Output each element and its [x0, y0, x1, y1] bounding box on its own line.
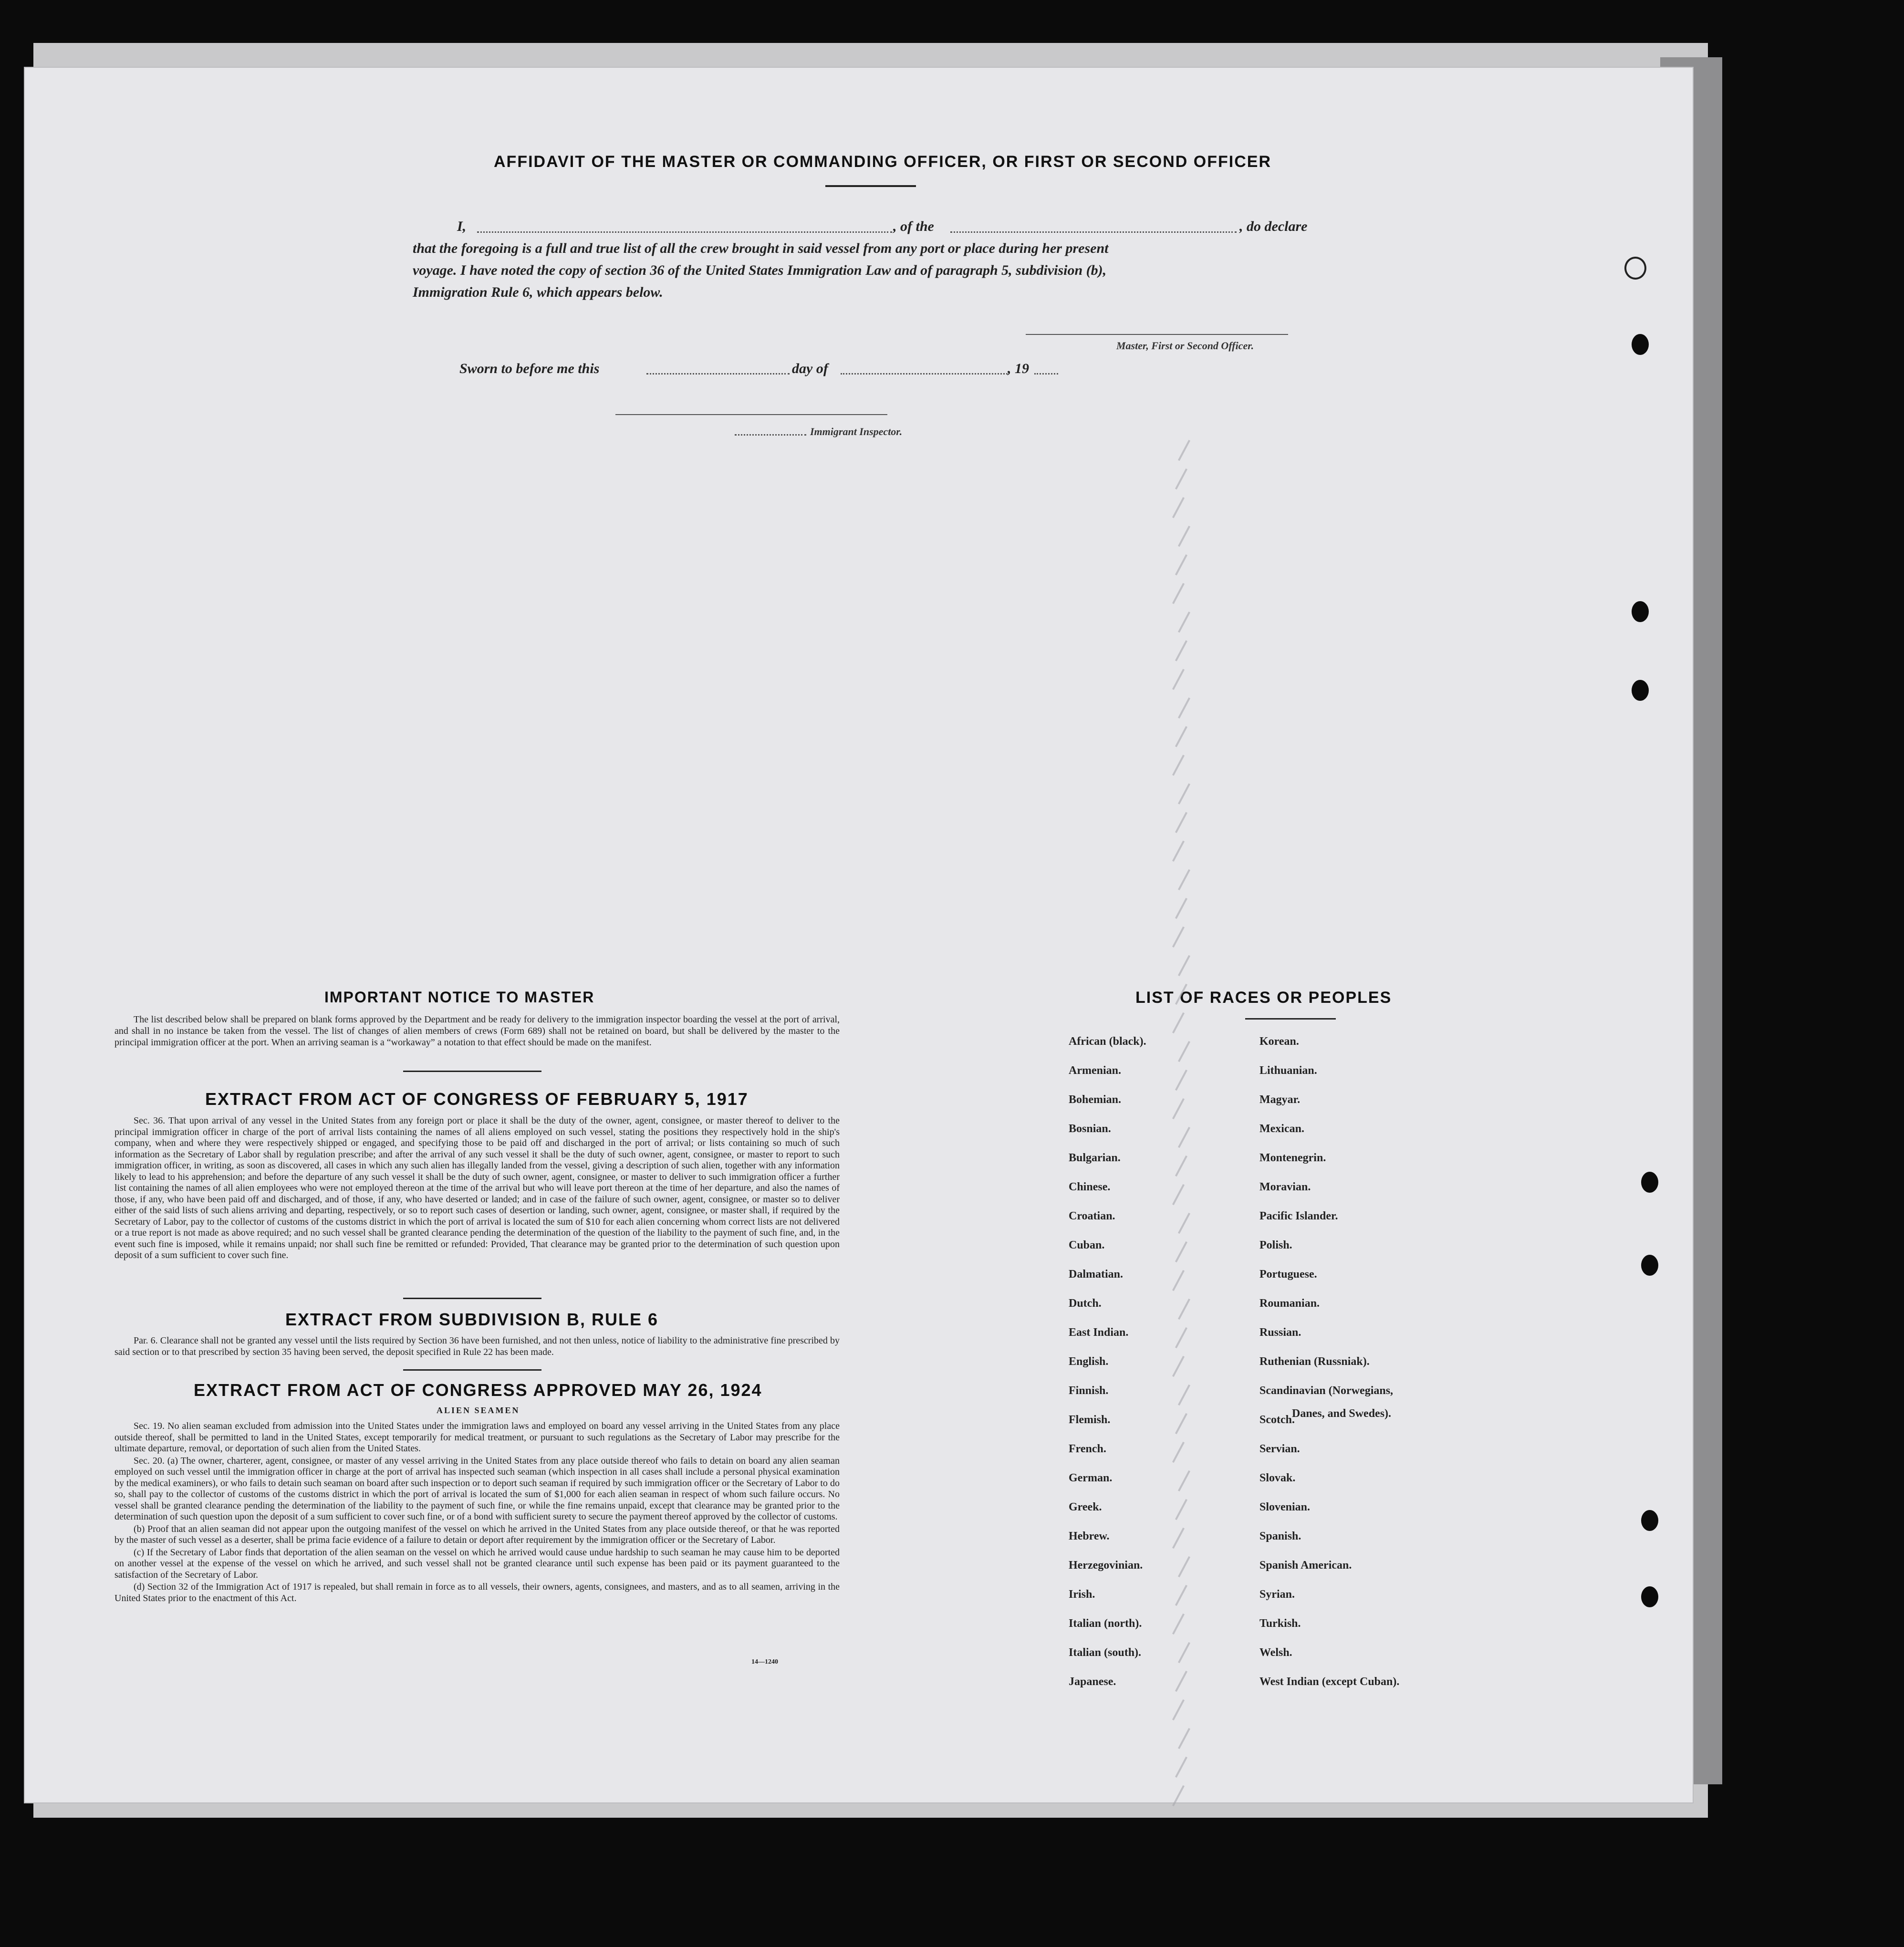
master-signature-line[interactable]: [1026, 334, 1288, 335]
inspector-label: Immigrant Inspector.: [810, 426, 903, 437]
faint-slash-mark: [1175, 640, 1187, 661]
race-item: West Indian (except Cuban).: [1259, 1676, 1400, 1688]
race-item: Korean.: [1259, 1035, 1299, 1048]
race-item: Hebrew.: [1069, 1530, 1110, 1542]
faint-slash-mark: [1178, 1556, 1190, 1577]
sworn-text: Sworn to before me this: [459, 361, 600, 376]
races-title: LIST OF RACES OR PEOPLES: [1135, 989, 1392, 1007]
race-item: Russian.: [1259, 1326, 1301, 1339]
race-item: Moravian.: [1259, 1181, 1311, 1193]
inspector-signature-line[interactable]: [615, 414, 887, 415]
race-item: Japanese.: [1069, 1676, 1116, 1688]
faint-slash-mark: [1178, 869, 1190, 890]
faint-slash-mark: [1175, 1070, 1187, 1091]
race-item: Polish.: [1259, 1239, 1292, 1251]
affidavit-line4: Immigration Rule 6, which appears below.: [413, 284, 663, 300]
faint-slash-mark: [1175, 469, 1187, 489]
extract-1917-title: EXTRACT FROM ACT OF CONGRESS OF FEBRUARY 5, 1917: [205, 1089, 749, 1109]
race-item: Finnish.: [1069, 1385, 1109, 1397]
race-item: Greek.: [1069, 1501, 1102, 1513]
race-item: Roumanian.: [1259, 1297, 1320, 1310]
sworn-day-blank[interactable]: [646, 373, 790, 375]
punch-hole: [1632, 334, 1649, 355]
faint-slash-mark: [1178, 1642, 1190, 1663]
extract-1924-subtitle: ALIEN SEAMEN: [437, 1406, 520, 1415]
extract-1917-rule: [403, 1298, 541, 1299]
faint-slash-mark: [1172, 1528, 1185, 1549]
faint-slash-mark: [1172, 497, 1185, 518]
affidavit-title: AFFIDAVIT OF THE MASTER OR COMMANDING OFFICER, OR FIRST OR SECOND OFFICER: [494, 153, 1271, 171]
race-item: Irish.: [1069, 1588, 1095, 1601]
race-item: Herzegovinian.: [1069, 1559, 1143, 1572]
faint-slash-mark: [1178, 1470, 1190, 1491]
faint-slash-mark: [1175, 1413, 1187, 1434]
race-item: Mexican.: [1259, 1123, 1304, 1135]
faint-slash-mark: [1178, 612, 1190, 633]
faint-slash-mark: [1178, 955, 1190, 976]
race-item: Scotch.: [1259, 1414, 1295, 1426]
faint-slash-mark: [1175, 898, 1187, 919]
sworn-year: , 19: [1008, 361, 1029, 376]
race-item: Scandinavian (Norwegians,: [1259, 1385, 1394, 1397]
faint-slash-mark: [1175, 554, 1187, 575]
sworn-day-of: day of: [792, 361, 828, 376]
faint-slash-mark: [1175, 1156, 1187, 1177]
punch-hole: [1641, 1586, 1658, 1607]
race-item: French.: [1069, 1443, 1106, 1455]
race-item: Bohemian.: [1069, 1093, 1122, 1106]
sec-20b: (b) Proof that an alien seaman did not appear upon the outgoing manifest of the vessel on which he arrived in the United States from any place outside thereof, or that he was reported by the master of such vessel as a deserter, shall be prima facie evidence of a failure to detain or deport after requirement by the immigration officer or the Secretary of Labor.: [114, 1523, 840, 1545]
sworn-year-blank[interactable]: [1034, 373, 1058, 375]
extract-1924-title: EXTRACT FROM ACT OF CONGRESS APPROVED MAY 26, 1924: [194, 1380, 762, 1400]
punch-hole: [1641, 1255, 1658, 1276]
race-item: Spanish American.: [1259, 1559, 1352, 1572]
extract-1917-text: Sec. 36. That upon arrival of any vessel in the United States from any foreign port or place it shall be the duty of the owner, agent, consignee, or master thereof to deliver to the principal immigration officer in charge of the port of arrival lists containing the names of all aliens employed on such vessel, stating the positions they respectively hold in the ship's company, when and where they were respectively shipped or engaged, and specifying those to be paid off and discharged in the port of arrival; or lists containing so much of such information as the Secretary of Labor shall by regulation prescribe; and after the arrival of any such vessel it shall be the duty of such owner, agent, consignee, or master to report to such immigration officer, in writing, as soon as discovered, all cases in which any such alien has illegally landed from the vessel, giving a description of such alien, together with any information likely to lead to his apprehension; and before the departure of any such vessel it shall be the duty of such owner, agent, consignee, or master to deliver to such immigration officer a further list containing the names of all alien employees who were not employed thereon at the time of the arrival but who will leave port thereon at the time of her departure, and also the names of those, if any, who have been paid off and discharged, and of those, if any, who have deserted or landed; and in case of the failure of such owner, agent, consignee, or master so to deliver either of the said lists of such aliens arriving and departing, respectively, or so to report such cases of desertion or landing, such owner, agent, consignee, or master shall, if required by the Secretary of Labor, pay to the collector of customs of the customs district in which the port of arrival is located the sum of $10 for each alien concerning whom correct lists are not delivered or a true report is not made as above required; and no such vessel shall be granted clearance pending the determination of the question of the liability to the payment of such fine, and, in the event such fine is imposed, while it remains unpaid; nor shall such fine be remitted or refunded: Provided, That clearance may be granted prior to the determination of such question upon deposit of a sum sufficient to cover such fine.: [114, 1115, 840, 1260]
race-item: Italian (south).: [1069, 1646, 1142, 1659]
faint-slash-mark: [1175, 1327, 1187, 1348]
race-item: Flemish.: [1069, 1414, 1111, 1426]
faint-slash-mark: [1178, 1728, 1190, 1749]
faint-slash-mark: [1172, 1012, 1185, 1033]
race-item: East Indian.: [1069, 1326, 1129, 1339]
race-item: Armenian.: [1069, 1064, 1121, 1077]
race-item: Slovenian.: [1259, 1501, 1311, 1513]
extract-rule6-rule: [403, 1369, 541, 1371]
punch-hole: [1641, 1172, 1658, 1193]
faint-slash-mark: [1178, 440, 1190, 461]
race-item: Magyar.: [1259, 1093, 1301, 1106]
faint-slash-mark: [1178, 1041, 1190, 1062]
faint-slash-mark: [1172, 1699, 1185, 1720]
race-item: Welsh.: [1259, 1646, 1292, 1659]
faint-slash-mark: [1178, 1127, 1190, 1148]
faint-slash-mark: [1175, 1241, 1187, 1262]
faint-slash-mark: [1172, 1614, 1185, 1635]
race-item: Pacific Islander.: [1259, 1210, 1338, 1222]
faint-slash-mark: [1172, 583, 1185, 604]
faint-slash-mark: [1172, 841, 1185, 862]
faint-slash-mark: [1175, 812, 1187, 833]
name-blank[interactable]: [477, 231, 892, 233]
notice-rule: [403, 1071, 541, 1072]
faint-slash-mark: [1178, 783, 1190, 804]
race-item: Portuguese.: [1259, 1268, 1317, 1281]
punch-hole: [1632, 601, 1649, 622]
race-item: Spanish.: [1259, 1530, 1301, 1542]
punch-hole: [1632, 680, 1649, 701]
affidavit-i: I,: [457, 219, 467, 234]
race-item: Chinese.: [1069, 1181, 1111, 1193]
race-item: Slovak.: [1259, 1472, 1296, 1484]
faint-slash-mark: [1178, 1299, 1190, 1320]
punch-hole: [1624, 257, 1646, 280]
sec-20d: (d) Section 32 of the Immigration Act of 1917 is repealed, but shall remain in force as to all vessels, their owners, agents, consignees, and masters, and as to all seamen, arriving in the United States prior to the enactment of this Act.: [114, 1582, 840, 1603]
faint-slash-mark: [1175, 1671, 1187, 1692]
faint-slash-mark: [1172, 1442, 1185, 1463]
inspector-dots: [735, 434, 806, 436]
faint-slash-mark: [1172, 1098, 1185, 1119]
punch-hole: [1641, 1510, 1658, 1531]
faint-slash-mark: [1178, 698, 1190, 718]
faint-slash-mark: [1175, 726, 1187, 747]
sec-20a: Sec. 20. (a) The owner, charterer, agent, consignee, or master of any vessel arriving in the United States from any place outside thereof who fails to detain on board any alien seaman employed on such vessel until the immigration officer in charge at the port of arrival has inspected such seaman (which inspection in all cases shall include a personal physical examination by the medical examiners), or who fails to detain such seaman on board after such inspection or to deport such seaman if required by such immigration officer or the Secretary of Labor to do so, shall pay to the collector of customs of the customs district in which the port of arrival is located the sum of $1,000 for each alien seaman in respect of whom such failure occurs. No vessel shall be granted clearance pending the determination of the liability to the payment of such fine, or while the fine remains unpaid, except that clearance may be granted prior to the determination of such question upon the deposit of a sum sufficient to cover such fine, or of a bond with sufficient surety to secure the payment thereof approved by the collector of customs.: [114, 1455, 840, 1522]
sec-20c: (c) If the Secretary of Labor finds that deportation of the alien seaman on the vessel on which he arrived would cause undue hardship to such seaman he may cause him to be deported on another vessel at the expense of the vessel on which he arrived, and such vessel shall not be granted clearance until such expense has been paid or its payment guaranteed to the satisfaction of the Secretary of Labor.: [114, 1547, 840, 1580]
affidavit-line2: that the foregoing is a full and true list of all the crew brought in said vessel from any port or place during her present: [413, 240, 1109, 256]
race-item: Syrian.: [1259, 1588, 1295, 1601]
affidavit-do-declare: , do declare: [1239, 219, 1308, 234]
race-item: Ruthenian (Russniak).: [1259, 1355, 1370, 1368]
form-number: 14—1240: [751, 1658, 778, 1666]
notice-title: IMPORTANT NOTICE TO MASTER: [324, 989, 595, 1006]
faint-slash-mark: [1175, 1757, 1187, 1778]
race-item: Servian.: [1259, 1443, 1300, 1455]
race-item: Turkish.: [1259, 1617, 1301, 1630]
faint-slash-mark: [1178, 526, 1190, 547]
master-signature-label: Master, First or Second Officer.: [1116, 340, 1254, 352]
sworn-month-blank[interactable]: [841, 373, 1008, 375]
race-item: Montenegrin.: [1259, 1152, 1326, 1164]
faint-slash-mark: [1175, 1585, 1187, 1606]
notice-text: The list described below shall be prepared on blank forms approved by the Department and be ready for delivery to the immigration inspector boarding the vessel at the port of arrival, and shall in no instance be taken from the vessel. The list of changes of alien members of crews (Form 689) shall not be retained on board, but shall be delivered by the master to the principal immigration officer at the port. When an arriving seaman is a “workaway” a notation to that effect should be made on the manifest.: [114, 1014, 840, 1048]
race-item: Bulgarian.: [1069, 1152, 1121, 1164]
faint-slash-mark: [1172, 1184, 1185, 1205]
faint-slash-mark: [1172, 669, 1185, 690]
title-rule: [825, 185, 916, 187]
race-item: Italian (north).: [1069, 1617, 1142, 1630]
race-item: Dalmatian.: [1069, 1268, 1123, 1281]
faint-slash-mark: [1172, 1785, 1185, 1806]
races-rule: [1245, 1018, 1336, 1020]
extract-1924-text: [114, 1421, 840, 1605]
faint-slash-mark: [1172, 755, 1185, 776]
extract-rule6-title: EXTRACT FROM SUBDIVISION B, RULE 6: [285, 1310, 659, 1329]
race-item: Dutch.: [1069, 1297, 1102, 1310]
faint-slash-mark: [1172, 1270, 1185, 1291]
vessel-blank[interactable]: [950, 231, 1237, 233]
faint-slash-mark: [1172, 1356, 1185, 1377]
faint-slash-mark: [1172, 927, 1185, 947]
race-item: English.: [1069, 1355, 1109, 1368]
race-item: African (black).: [1069, 1035, 1146, 1048]
faint-slash-mark: [1175, 1499, 1187, 1520]
affidavit-line3: voyage. I have noted the copy of section 36 of the United States Immigration Law and of paragraph 5, subdivision (b),: [413, 262, 1107, 278]
faint-slash-mark: [1178, 1213, 1190, 1234]
race-item: Bosnian.: [1069, 1123, 1111, 1135]
race-item: Croatian.: [1069, 1210, 1115, 1222]
race-item: Lithuanian.: [1259, 1064, 1317, 1077]
document-page: [24, 67, 1694, 1803]
affidavit-of-the: , of the: [893, 219, 934, 234]
race-item: Cuban.: [1069, 1239, 1105, 1251]
race-item: German.: [1069, 1472, 1113, 1484]
faint-slash-mark: [1178, 1385, 1190, 1406]
sec-19: Sec. 19. No alien seaman excluded from admission into the United States under the immigration laws and employed on board any vessel arriving in the United States from any place outside thereof, shall be permitted to land in the United States, except temporarily for medical treatment, or pursuant to such regulations as the Secretary of Labor may prescribe for the ultimate departure, removal, or deportation of such alien from the United States.: [114, 1421, 840, 1454]
race-scandinavian-continuation: Danes, and Swedes).: [1292, 1407, 1392, 1420]
extract-rule6-text: Par. 6. Clearance shall not be granted any vessel until the lists required by Section 36 have been furnished, and not then unless, notice of liability to the administrative fine prescribed by said section or to that prescribed by section 35 having been served, the deposit specified in Rule 22 has been made.: [114, 1335, 840, 1357]
